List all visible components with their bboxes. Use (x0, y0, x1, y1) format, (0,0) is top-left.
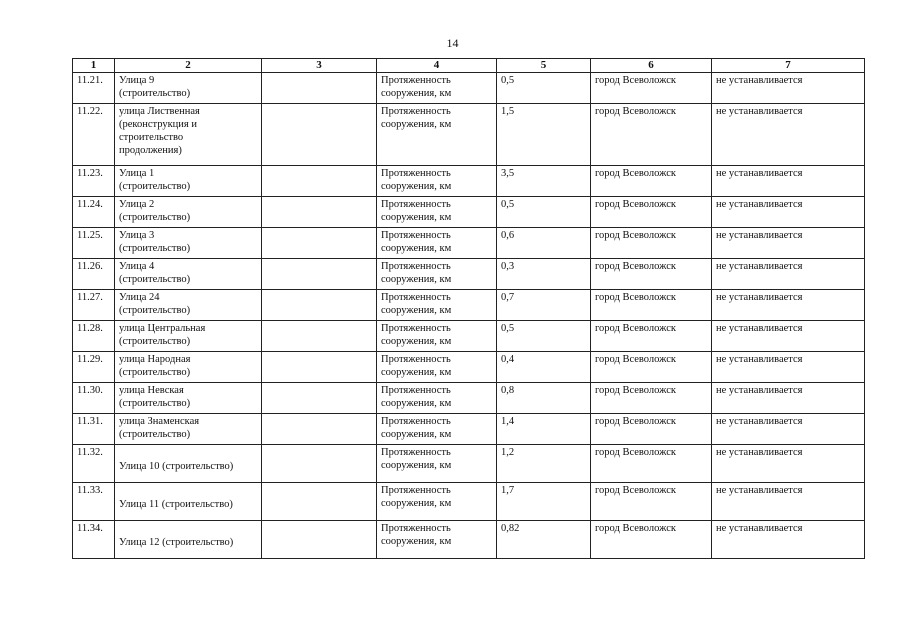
indicator-line: сооружения, км (381, 460, 452, 471)
indicator-value: 0,3 (497, 259, 591, 290)
indicator-value: 0,5 (497, 321, 591, 352)
indicator (377, 414, 497, 445)
empty-cell (262, 228, 377, 259)
row-number: 11.21. (73, 73, 115, 104)
row-number: 11.25. (73, 228, 115, 259)
row-number: 11.31. (73, 414, 115, 445)
object-name (115, 228, 262, 259)
indicator (377, 228, 497, 259)
indicator-value: 1,4 (497, 414, 591, 445)
indicator (377, 197, 497, 228)
object-name (115, 259, 262, 290)
indicator-value: 1,2 (497, 445, 591, 483)
indicator-value: 0,6 (497, 228, 591, 259)
empty-cell (262, 104, 377, 166)
indicator-line: Протяженность (381, 75, 451, 86)
object-name-line: (строительство) (119, 367, 191, 378)
indicator (377, 321, 497, 352)
object-name-line: улица Центральная (119, 323, 206, 334)
row-number: 11.24. (73, 197, 115, 228)
location: город Всеволожск (591, 166, 712, 197)
zone-status: не устанавливается (712, 321, 865, 352)
indicator (377, 104, 497, 166)
object-name-line: (строительство) (119, 398, 191, 409)
object-name-line: (строительство) (119, 336, 191, 347)
indicator (377, 521, 497, 559)
indicator-line: сооружения, км (381, 336, 452, 347)
indicator-line: Протяженность (381, 199, 451, 210)
header-col-7: 7 (712, 59, 865, 73)
empty-cell (262, 197, 377, 228)
object-name-line: улица Знаменская (119, 416, 200, 427)
indicator-line: Протяженность (381, 261, 451, 272)
location: город Всеволожск (591, 445, 712, 483)
location: город Всеволожск (591, 383, 712, 414)
empty-cell (262, 483, 377, 521)
zone-status: не устанавливается (712, 197, 865, 228)
indicator-line: сооружения, км (381, 498, 452, 509)
location: город Всеволожск (591, 104, 712, 166)
object-name-line: улица Народная (119, 354, 191, 365)
empty-cell (262, 321, 377, 352)
object-name (115, 352, 262, 383)
table-row (73, 228, 865, 259)
location: город Всеволожск (591, 73, 712, 104)
object-name-line: Улица 9 (119, 75, 155, 86)
object-name (115, 73, 262, 104)
row-number: 11.26. (73, 259, 115, 290)
indicator-line: Протяженность (381, 323, 451, 334)
object-name-line: (строительство) (119, 243, 191, 254)
table-row (73, 414, 865, 445)
indicator-value: 1,5 (497, 104, 591, 166)
indicator-line: сооружения, км (381, 429, 452, 440)
object-name (115, 445, 262, 483)
location: город Всеволожск (591, 290, 712, 321)
object-name-line: (строительство) (119, 88, 191, 99)
indicator-value: 1,7 (497, 483, 591, 521)
table-row (73, 73, 865, 104)
indicator-line: Протяженность (381, 230, 451, 241)
object-name-line: Улица 24 (119, 292, 160, 303)
row-number: 11.29. (73, 352, 115, 383)
indicator-line: сооружения, км (381, 243, 452, 254)
header-col-3: 3 (262, 59, 377, 73)
zone-status: не устанавливается (712, 383, 865, 414)
indicator-line: Протяженность (381, 354, 451, 365)
indicator-line: сооружения, км (381, 398, 452, 409)
object-name (115, 483, 262, 521)
empty-cell (262, 383, 377, 414)
object-name-line: Улица 3 (119, 230, 155, 241)
page-number: 14 (446, 36, 459, 50)
row-number: 11.27. (73, 290, 115, 321)
row-number: 11.33. (73, 483, 115, 521)
object-name-line: Улица 4 (119, 261, 155, 272)
object-name-line: Улица 1 (119, 168, 155, 179)
indicator-value: 0,8 (497, 383, 591, 414)
indicator-line: сооружения, км (381, 274, 452, 285)
object-name-line: (реконструкция и (119, 119, 197, 130)
zone-status: не устанавливается (712, 521, 865, 559)
zone-status: не устанавливается (712, 414, 865, 445)
location: город Всеволожск (591, 197, 712, 228)
indicator-line: сооружения, км (381, 88, 452, 99)
object-name-line: Улица 2 (119, 199, 155, 210)
table-row (73, 352, 865, 383)
zone-status: не устанавливается (712, 228, 865, 259)
indicator-line: Протяженность (381, 106, 451, 117)
header-row (73, 59, 865, 73)
object-name (115, 197, 262, 228)
row-number: 11.28. (73, 321, 115, 352)
row-number: 11.30. (73, 383, 115, 414)
indicator (377, 352, 497, 383)
empty-cell (262, 73, 377, 104)
zone-status: не устанавливается (712, 259, 865, 290)
location: город Всеволожск (591, 228, 712, 259)
indicator (377, 483, 497, 521)
object-name (115, 414, 262, 445)
table-row (73, 445, 865, 483)
row-number: 11.32. (73, 445, 115, 483)
indicator (377, 383, 497, 414)
zone-status: не устанавливается (712, 104, 865, 166)
table-row (73, 259, 865, 290)
location: город Всеволожск (591, 321, 712, 352)
location: город Всеволожск (591, 259, 712, 290)
zone-status: не устанавливается (712, 290, 865, 321)
object-name-line: улица Лиственная (119, 106, 200, 117)
object-name-line: (строительство) (119, 305, 191, 316)
table-row (73, 197, 865, 228)
indicator-line: Протяженность (381, 292, 451, 303)
indicator-value: 0,7 (497, 290, 591, 321)
indicator-line: Протяженность (381, 485, 451, 496)
indicator-line: Протяженность (381, 168, 451, 179)
indicator (377, 259, 497, 290)
zone-status: не устанавливается (712, 483, 865, 521)
indicator-line: Протяженность (381, 523, 451, 534)
header-col-5: 5 (497, 59, 591, 73)
indicator-line: сооружения, км (381, 119, 452, 130)
zone-status: не устанавливается (712, 352, 865, 383)
object-name-line: улица Невская (119, 385, 184, 396)
location: город Всеволожск (591, 352, 712, 383)
indicator-value: 0,82 (497, 521, 591, 559)
object-name-line: (строительство) (119, 274, 191, 285)
table-row (73, 383, 865, 414)
empty-cell (262, 166, 377, 197)
indicator (377, 73, 497, 104)
empty-cell (262, 445, 377, 483)
table-row (73, 166, 865, 197)
infrastructure-table (72, 58, 865, 559)
empty-cell (262, 259, 377, 290)
object-name-line: (строительство) (119, 212, 191, 223)
zone-status: не устанавливается (712, 445, 865, 483)
indicator-line: сооружения, км (381, 305, 452, 316)
table-row (73, 483, 865, 521)
indicator-line: Протяженность (381, 385, 451, 396)
object-name (115, 321, 262, 352)
row-number: 11.34. (73, 521, 115, 559)
row-number: 11.23. (73, 166, 115, 197)
location: город Всеволожск (591, 483, 712, 521)
object-name (115, 383, 262, 414)
object-name (115, 290, 262, 321)
object-name (115, 521, 262, 559)
empty-cell (262, 352, 377, 383)
object-name (115, 166, 262, 197)
indicator-line: сооружения, км (381, 367, 452, 378)
object-name-line: строительство (119, 132, 184, 143)
object-name-line: Улица 10 (строительство) (119, 460, 234, 472)
indicator (377, 290, 497, 321)
empty-cell (262, 521, 377, 559)
indicator (377, 445, 497, 483)
empty-cell (262, 290, 377, 321)
header-col-6: 6 (591, 59, 712, 73)
location: город Всеволожск (591, 521, 712, 559)
header-col-4: 4 (377, 59, 497, 73)
indicator (377, 166, 497, 197)
indicator-value: 0,5 (497, 197, 591, 228)
table-row (73, 521, 865, 559)
indicator-value: 0,4 (497, 352, 591, 383)
header-col-2: 2 (115, 59, 262, 73)
empty-cell (262, 414, 377, 445)
indicator-line: Протяженность (381, 416, 451, 427)
zone-status: не устанавливается (712, 166, 865, 197)
zone-status: не устанавливается (712, 73, 865, 104)
row-number: 11.22. (73, 104, 115, 166)
object-name-line: (строительство) (119, 429, 191, 440)
indicator-line: сооружения, км (381, 536, 452, 547)
indicator-line: сооружения, км (381, 181, 452, 192)
object-name-line: продолжения) (119, 145, 182, 156)
object-name-line: (строительство) (119, 181, 191, 192)
object-name-line: Улица 12 (строительство) (119, 536, 234, 548)
location: город Всеволожск (591, 414, 712, 445)
object-name-line: Улица 11 (строительство) (119, 498, 233, 510)
indicator-value: 3,5 (497, 166, 591, 197)
header-col-1: 1 (73, 59, 115, 73)
table-row (73, 321, 865, 352)
table-row (73, 104, 865, 166)
indicator-line: Протяженность (381, 447, 451, 458)
indicator-line: сооружения, км (381, 212, 452, 223)
table-row (73, 290, 865, 321)
object-name (115, 104, 262, 166)
indicator-value: 0,5 (497, 73, 591, 104)
